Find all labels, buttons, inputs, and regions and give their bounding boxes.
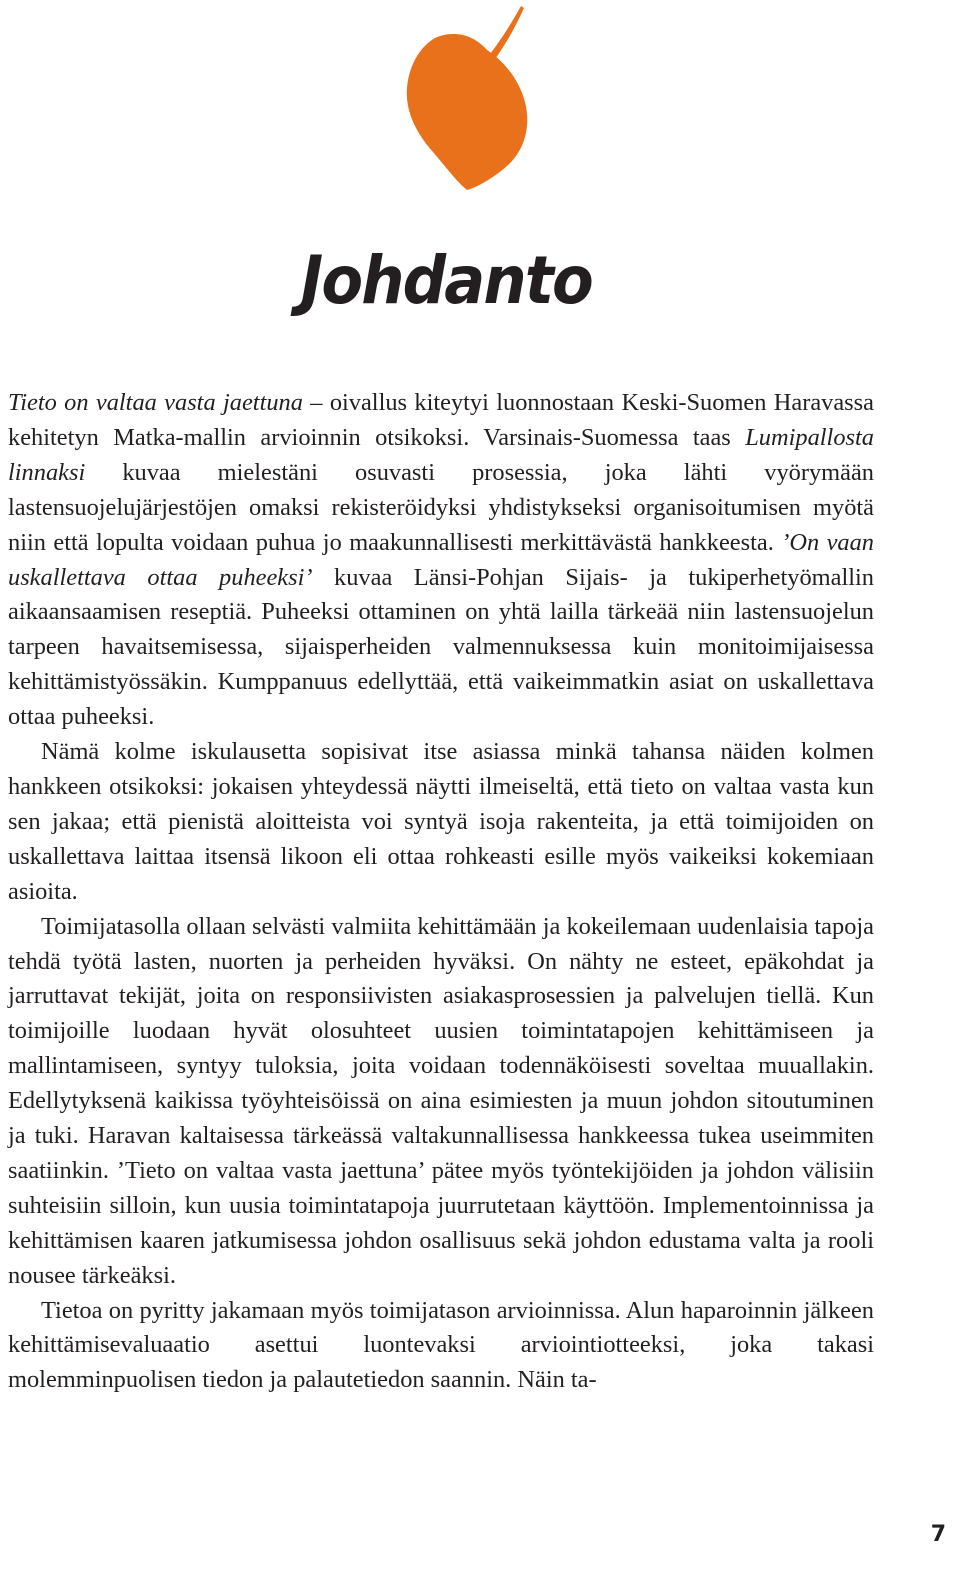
leaf-body (407, 34, 527, 190)
italic-phrase: ’On vaan uskallettava ottaa puheeksi’ (8, 528, 874, 591)
text-run: kuvaa mielestäni osuvasti prosessia, joka lähti vyörymään lastensuojelujärjestöjen omaksi rekisteröidyksi yhdistykseksi organisoitumisen myötä niin että lopulta voidaan puhua jo maakunnallisesti merkittävästä hankkeesta. (8, 458, 874, 556)
paragraph (8, 1294, 874, 1399)
text-run: kuvaa Länsi-Pohjan Sijais- ja tukiperhetyömallin aikaansaamisen reseptiä. Puheeksi ottaminen on yhtä lailla tärkeää niin lastensuojelun tarpeen havaitsemisessa, sijaisperheiden valmennuksessa kuin monitoimijaisessa kehittämistyössäkin. Kumppanuus edellyttää, että vaikeimmatkin asiat on uskallettava ottaa puheeksi. (8, 563, 874, 731)
text-run: Nämä kolme iskulausetta sopisivat itse asiassa minkä tahansa näiden kolmen hankkeen otsikoksi: jokaisen yhteydessä näytti ilmeiseltä, että tieto on valtaa vasta kun sen jakaa; että pienistä aloitteista voi syntyä isoja rakenteita, ja että toimijoiden on uskallettava laittaa itsensä likoon eli ottaa rohkeasti esille myös vaikeiksi kokemiaan asioita. (8, 738, 874, 905)
body-text (8, 386, 874, 1398)
italic-phrase: Lumipallosta linnaksi (8, 423, 874, 486)
text-run: Tietoa on pyritty jakamaan myös toimijatason arvioinnissa. Alun haparoinnin jälkeen kehittämisevaluaatio asettui luontevaksi arviointiotteeksi, joka takasi molemminpuolisen tiedon ja palautetiedon saannin. Näin ta- (8, 1296, 874, 1394)
text-run: Toimijatasolla ollaan selvästi valmiita kehittämään ja kokeilemaan uudenlaisia tapoja tehdä työtä lasten, nuorten ja perheiden hyväksi. On nähty ne esteet, epäkohdat ja jarruttavat tekijät, joita on responsiivisten asiakasprosessien ja palvelujen tiellä. Kun toimijoille luodaan hyvät olosuhteet uusien toimintatapojen kehittämiseen ja mallintamiseen, syntyy tuloksia, joita voidaan todennäköisesti soveltaa muuallakin. Edellytyksenä kaikissa työyhteisöissä on aina esimiesten ja muun johdon sitoutuminen ja tuki. Haravan kaltaisessa tärkeässä valtakunnallisessa hankkeessa tukea useimmiten saatiinkin. ’Tieto on valtaa vasta jaettuna’ pätee myös työntekijöiden ja johdon välisiin suhteisiin silloin, kun uusia toimintatapoja juurrutetaan käyttöön. Implementoinnissa ja kehittämisen kaaren jatkumisessa johdon osallisuus sekä johdon edustama valta ja rooli nousee tärkeäksi. (8, 912, 874, 1289)
leaf-stem (487, 6, 524, 62)
page-number: 7 (930, 1522, 946, 1547)
paragraph (8, 735, 874, 910)
paragraph (8, 910, 874, 1294)
italic-phrase: Tieto on valtaa vasta jaettuna (8, 389, 303, 416)
text-run: – oivallus kiteytyi luonnostaan Keski-Suomen Haravassa kehitetyn Matka-mallin arvioinnin otsikoksi. Varsinais-Suomessa taas (8, 389, 874, 451)
leaf-decoration-icon (395, 0, 545, 190)
paragraph (8, 386, 874, 735)
page-title: Johdanto (300, 242, 592, 319)
